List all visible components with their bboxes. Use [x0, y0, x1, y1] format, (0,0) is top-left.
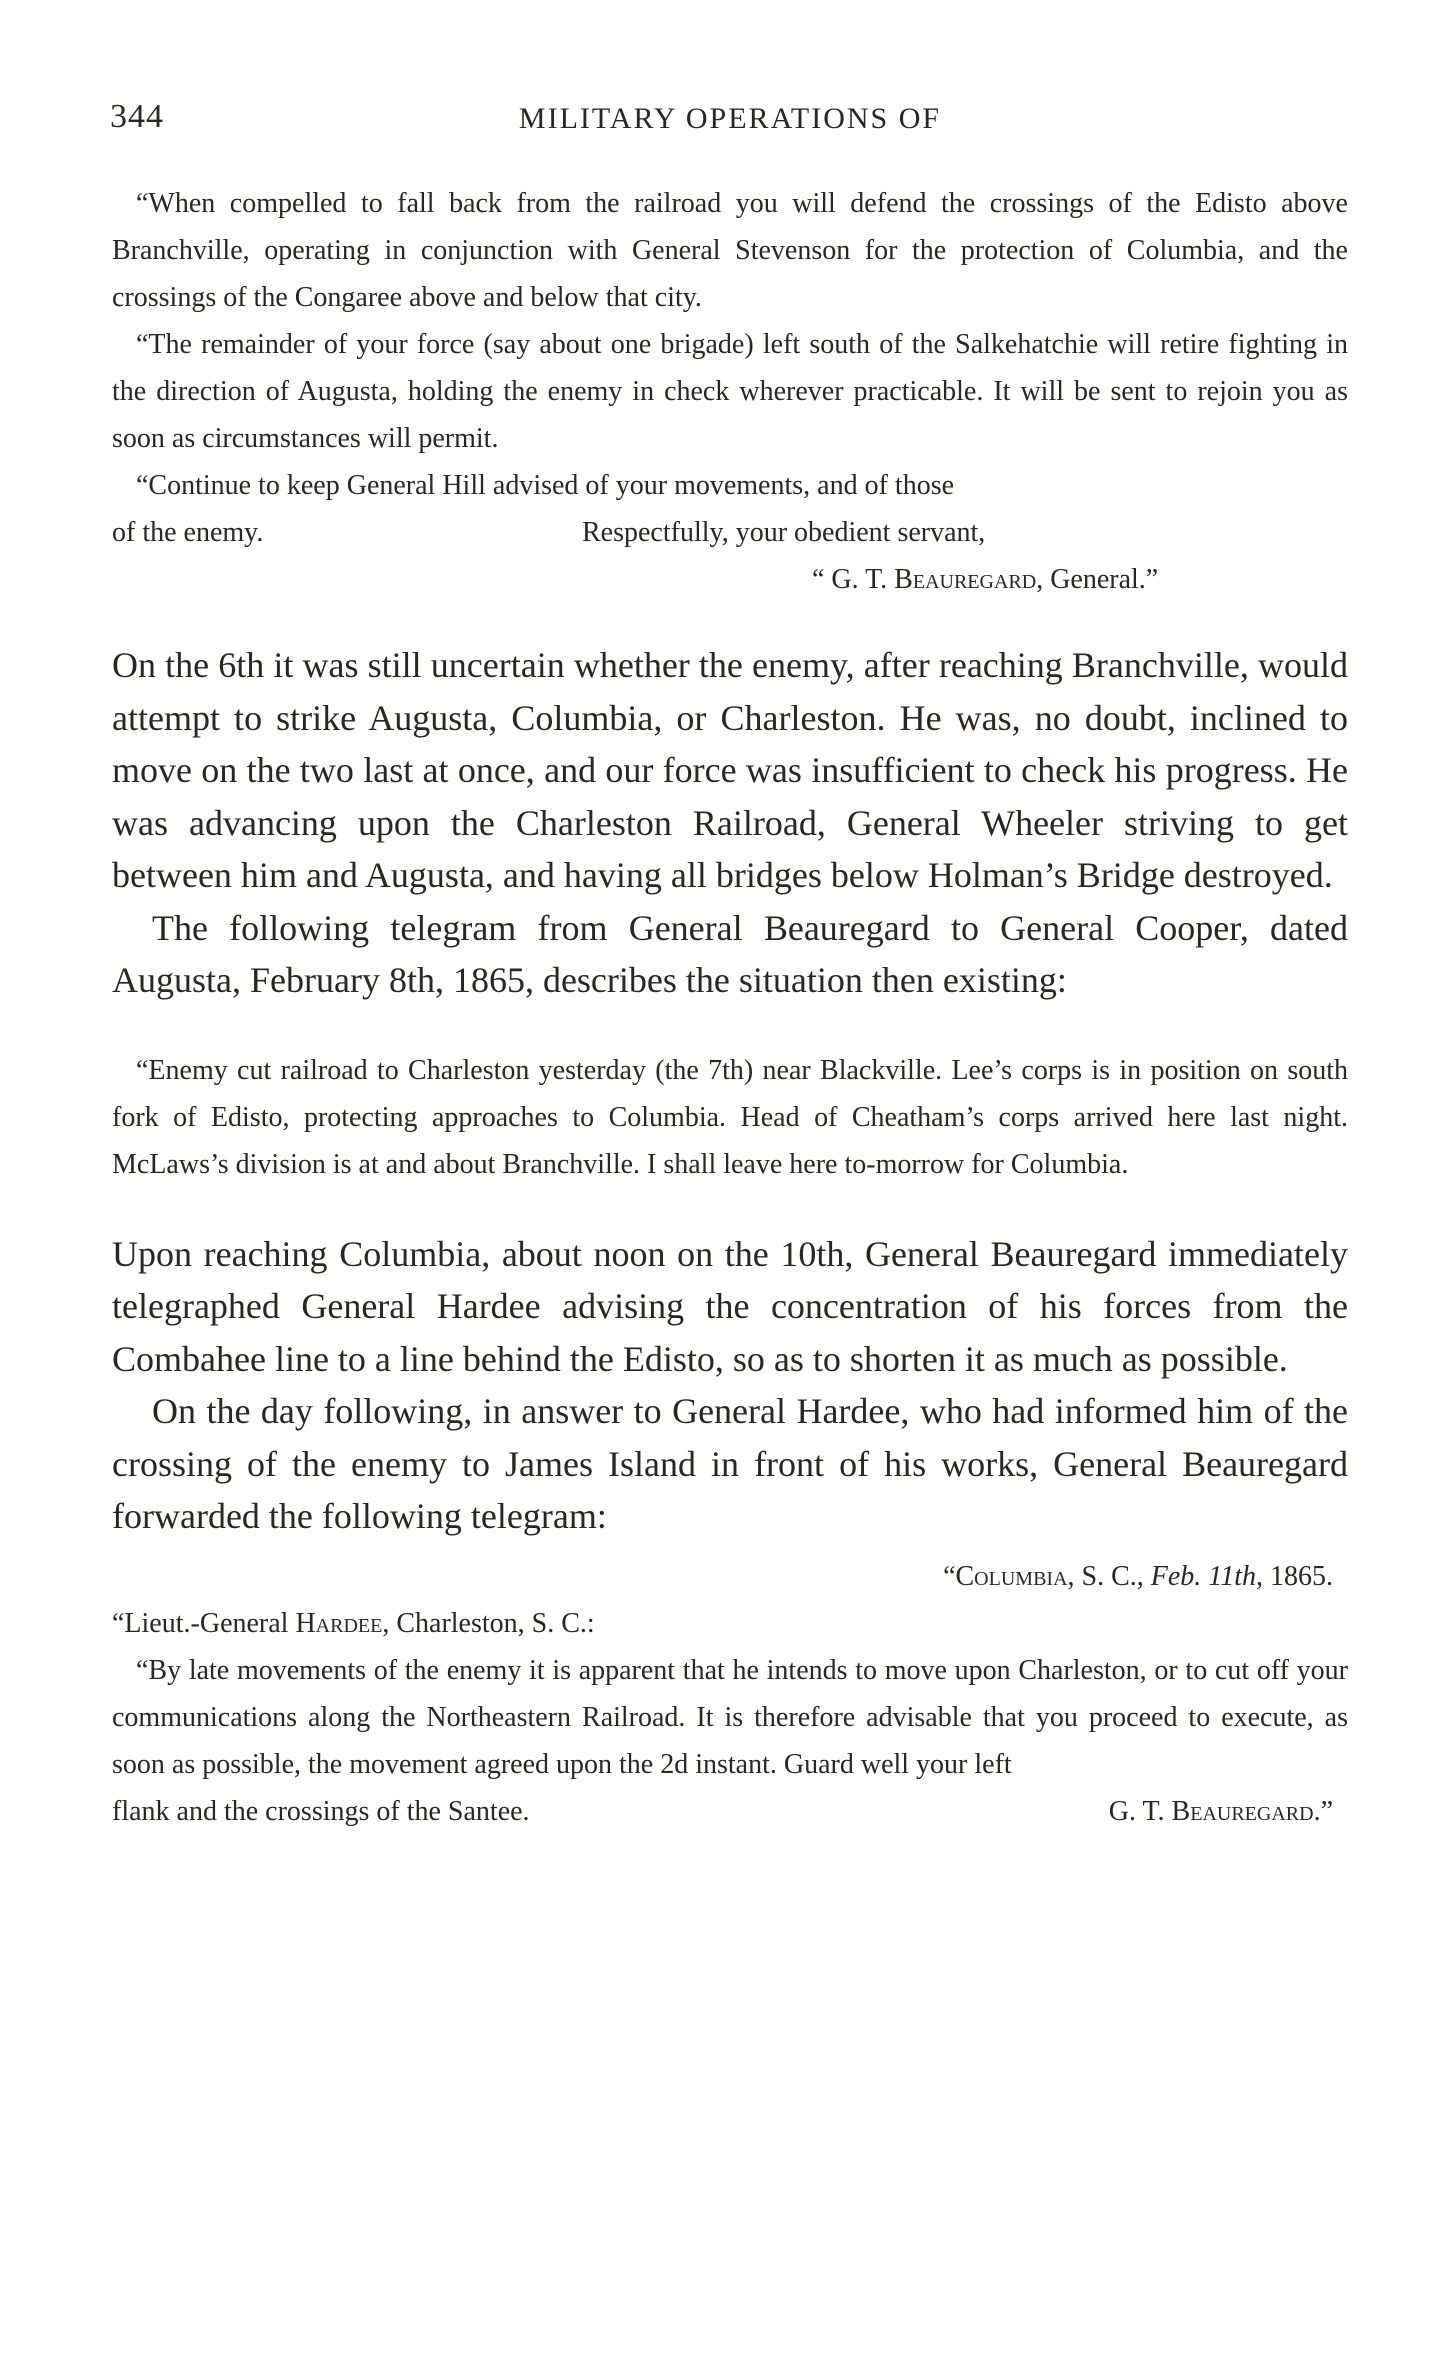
dateline-prefix: “: [943, 1560, 956, 1592]
dateline-month: Feb.: [1150, 1560, 1202, 1592]
telegram-2-dateline: [112, 1553, 1348, 1600]
telegram-2-last-left: flank and the crossings of the Santee.: [112, 1795, 530, 1827]
narrative-paragraph-1: On the 6th it was still uncertain whether the enemy, after reaching Branchville, would attempt to strike Augusta, Columbia, or Charleston. He was, no doubt, inclined to move on the two last at once, and our force was insufficient to check his progress. He was advancing upon the Charleston Railroad, General Wheeler striving to get between him and Augusta, and having all bridges below Holman’s Bridge destroyed.: [112, 645, 1348, 895]
address-prefix: “Lieut.-General: [112, 1607, 296, 1639]
letter-paragraph-3: “Continue to keep General Hill advised of your movements, and of those: [136, 470, 955, 501]
address-name: Hardee: [295, 1607, 383, 1639]
narrative-paragraph-2: The following telegram from General Beauregard to General Cooper, dated Augusta, February 8th, 1865, describes the situation then existing:: [112, 907, 1348, 1000]
telegram-1-text: “Enemy cut railroad to Charleston yesterday (the 7th) near Blackville. Lee’s corps is in position on south fork of Edisto, protecting approaches to Columbia. Head of Cheatham’s corps arrived here last night. McLaws’s division is at and about Branchville. I shall leave here to-morrow for Columbia.: [112, 1054, 1348, 1180]
dateline-place: Columbia: [955, 1560, 1068, 1592]
dateline-day: 11th: [1201, 1560, 1256, 1592]
narrative-paragraph-3: Upon reaching Columbia, about noon on the 10th, General Beauregard immediately telegraphed General Hardee advising the concentration of his forces from the Combahee line to a line behind the Edisto, so as to shorten it as much as possible.: [112, 1233, 1348, 1379]
page-number: 344: [110, 98, 164, 135]
telegram-2-sig-suffix: .”: [1313, 1795, 1333, 1827]
telegram-2-body: “By late movements of the enemy it is apparent that he intends to move upon Charleston, or to cut off your communications along the Northeastern Railroad. It is therefore advisable that you proceed to execute, as soon as possible, the movement agreed upon the 2d instant. Guard well your left: [112, 1654, 1348, 1780]
signature-suffix: , General.”: [1036, 564, 1159, 595]
telegram-2-sig-name: Beauregard: [1171, 1795, 1314, 1827]
page-header: [110, 98, 1350, 138]
letter-closing-right: Respectfully, your obedient servant,: [582, 517, 986, 548]
letter-closing-left: of the enemy.: [112, 517, 264, 548]
telegram-2-final-line: [112, 1788, 1348, 1835]
page-body: [112, 180, 1348, 1835]
letter-paragraph-2: “The remainder of your force (say about one brigade) left south of the Salkehatchie will retire fighting in the direction of Augusta, holding the enemy in check wherever practicable. It will be sent to rejoin you as soon as circumstances will permit.: [112, 329, 1348, 454]
telegram-2-sig-prefix: G. T.: [1108, 1795, 1172, 1827]
telegram-2-signature: [1109, 1788, 1333, 1835]
telegram-2-address: [112, 1600, 1348, 1647]
narrative-paragraph-4: On the day following, in answer to General Hardee, who had informed him of the crossing of the enemy to James Island in front of his works, General Beauregard forwarded the following telegram:: [112, 1391, 1348, 1536]
signature-prefix: “ G. T.: [812, 564, 888, 595]
letter-signature: [112, 556, 1348, 603]
address-suffix: , Charleston, S. C.:: [382, 1607, 595, 1639]
letter-paragraph-1: “When compelled to fall back from the railroad you will defend the crossings of the Edisto above Branchville, operating in conjunction with General Stevenson for the protection of Columbia, and the crossings of the Congaree above and below that city.: [112, 188, 1348, 313]
letter-closing-line: [112, 509, 1348, 556]
dateline-state: , S. C.,: [1067, 1560, 1151, 1592]
running-title: MILITARY OPERATIONS OF: [518, 102, 942, 135]
signature-name: Beauregard: [894, 564, 1037, 595]
dateline-year: , 1865.: [1256, 1560, 1333, 1592]
